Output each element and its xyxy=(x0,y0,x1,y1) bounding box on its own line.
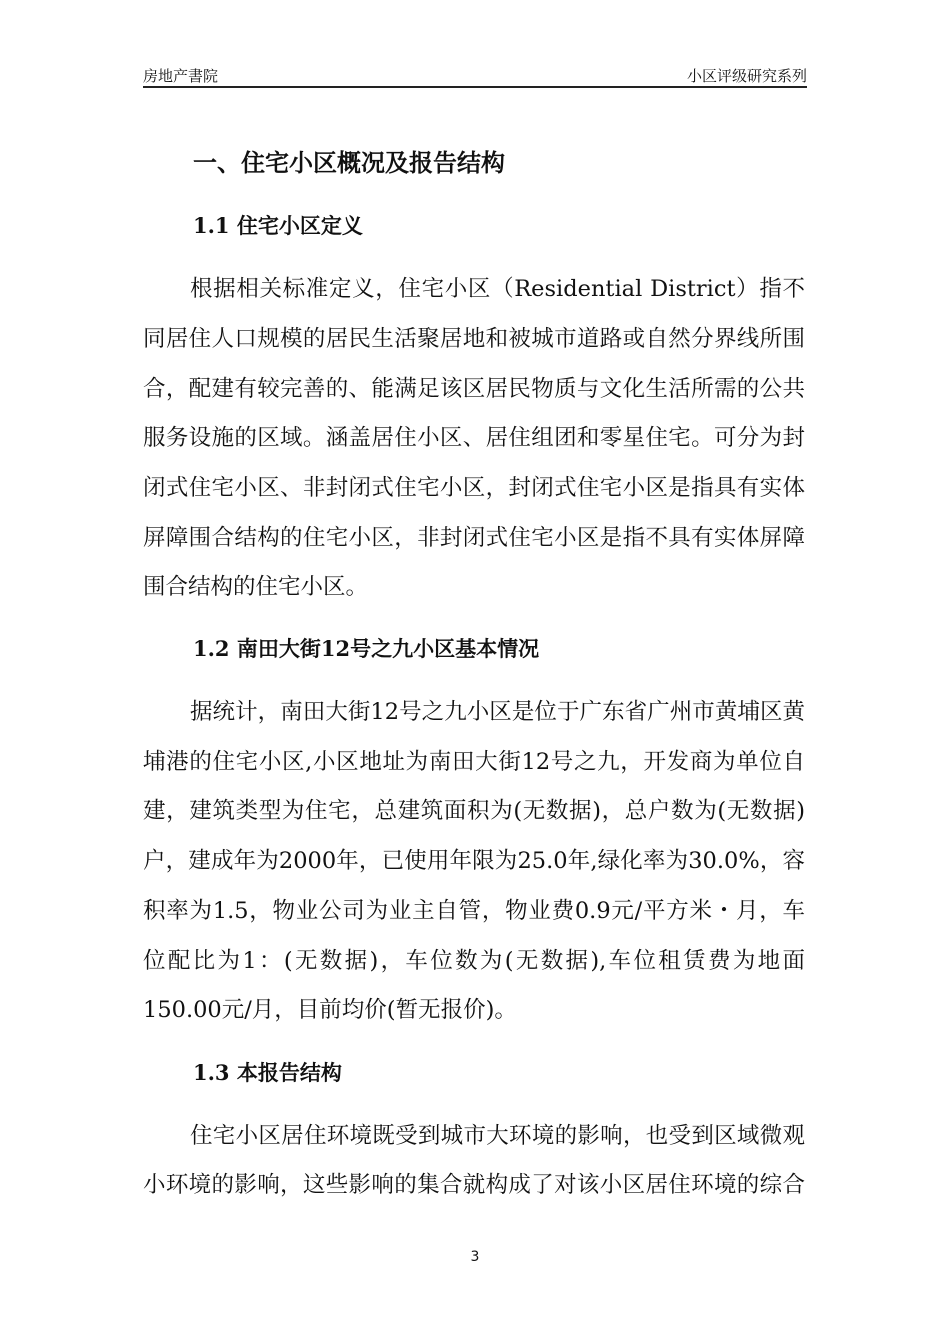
chapter-title: 一、住宅小区概况及报告结构 xyxy=(193,148,505,177)
paragraph-line: 同居住人口规模的居民生活聚居地和被城市道路或自然分界线所围 xyxy=(143,326,805,352)
paragraph-line: 埔港的住宅小区,小区地址为南田大街12号之九，开发商为单位自 xyxy=(143,749,805,775)
paragraph-line: 住宅小区居住环境既受到城市大环境的影响，也受到区域微观 xyxy=(190,1123,805,1149)
paragraph-line: 150.00元/月，目前均价(暂无报价)。 xyxy=(143,997,517,1023)
paragraph-line: 户，建成年为2000年，已使用年限为25.0年,绿化率为30.0%，容 xyxy=(143,848,805,874)
paragraph-line: 围合结构的住宅小区。 xyxy=(143,574,369,600)
paragraph-line: 积率为1.5，物业公司为业主自管，物业费0.9元/平方米・月，车 xyxy=(143,898,805,924)
paragraph-line: 闭式住宅小区、非封闭式住宅小区，封闭式住宅小区是指具有实体 xyxy=(143,475,805,501)
paragraph-line: 合，配建有较完善的、能满足该区居民物质与文化生活所需的公共 xyxy=(143,376,805,402)
section-heading: 1.3 本报告结构 xyxy=(193,1060,342,1085)
header-right: 小区评级研究系列 xyxy=(686,67,807,85)
header-left: 房地产書院 xyxy=(143,67,219,85)
paragraph-line: 小环境的影响，这些影响的集合就构成了对该小区居住环境的综合 xyxy=(143,1172,805,1198)
paragraph-line: 服务设施的区域。涵盖居住小区、居住组团和零星住宅。可分为封 xyxy=(143,425,805,451)
page-number: 3 xyxy=(470,1249,480,1265)
section-heading: 1.1 住宅小区定义 xyxy=(193,213,363,238)
paragraph-line: 根据相关标准定义，住宅小区（Residential District）指不 xyxy=(190,276,805,302)
paragraph-line: 位配比为1：(无数据)，车位数为(无数据),车位租赁费为地面 xyxy=(143,948,805,974)
section-heading: 1.2 南田大街12号之九小区基本情况 xyxy=(193,636,540,661)
paragraph-line: 屏障围合结构的住宅小区，非封闭式住宅小区是指不具有实体屏障 xyxy=(143,525,805,551)
paragraph-line: 建，建筑类型为住宅，总建筑面积为(无数据)，总户数为(无数据) xyxy=(143,798,805,824)
paragraph-line: 据统计，南田大街12号之九小区是位于广东省广州市黄埔区黄 xyxy=(190,699,805,725)
header-rule xyxy=(143,86,807,88)
